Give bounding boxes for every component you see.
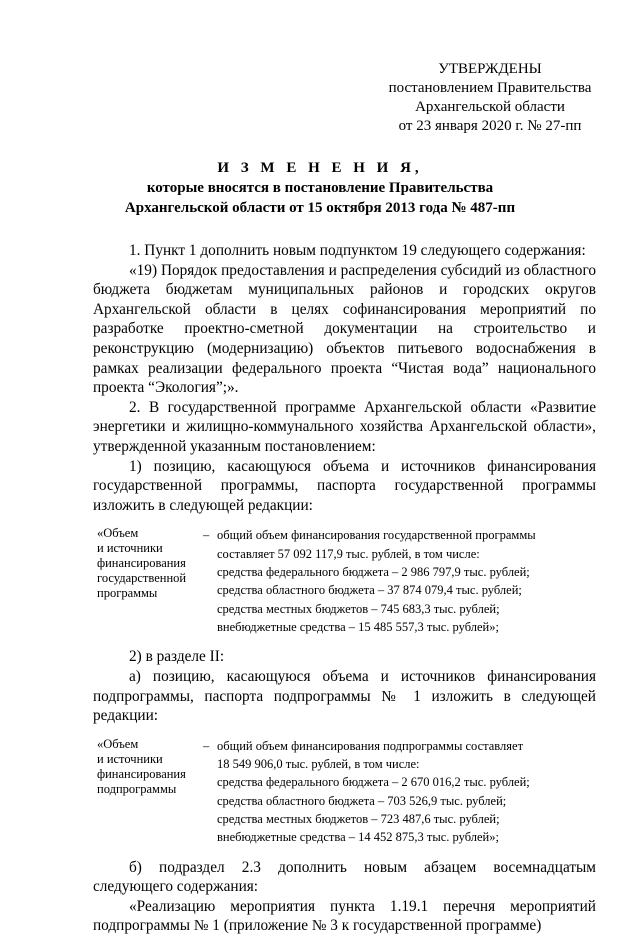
approval-line-4: от 23 января 2020 г. № 27-пп (398, 118, 582, 134)
funding-table-subprogram-values (217, 737, 577, 847)
approval-line-3: Архангельской области (415, 99, 565, 115)
approval-line-1: УТВЕРЖДЕНЫ (438, 61, 542, 77)
paragraph-subitem-19: «19) Порядок предоставления и распределения субсидий из областного бюджета бюджетам муниципальных районов и городских округов Архангельской области в целях софинансирования мероприятий по разработке проектно-сметной документации на строительство и реконструкцию (модернизацию) объектов питьевого водоснабжения в рамках реализации федерального проекта “Чистая вода” национального проекта “Экология”;». (93, 261, 596, 397)
paragraph-item-2-2-b: б) подраздел 2.3 дополнить новым абзацем восемнадцатым следующего содержания: (93, 858, 596, 896)
approval-block (370, 60, 610, 136)
funding-table-subprogram (93, 737, 596, 849)
label-line: финансирования (97, 766, 186, 781)
funding-table-subprogram-label (97, 737, 197, 797)
dash: – (203, 528, 210, 543)
value-line: общий объем финансирования подпрограммы составляет (217, 738, 524, 753)
paragraph-item-1: 1. Пункт 1 дополнить новым подпунктом 19 следующего содержания: (129, 242, 586, 259)
value-line: внебюджетные средства – 15 485 557,3 тыс. рублей»; (217, 619, 499, 634)
value-line: средства областного бюджета – 703 526,9 тыс. рублей; (217, 793, 507, 808)
label-line: «Объем (97, 736, 139, 751)
value-line: внебюджетные средства – 14 452 875,3 тыс. рублей»; (217, 830, 499, 845)
value-line: средства областного бюджета – 37 874 079,4 тыс. рублей; (217, 583, 522, 598)
value-line: средства федерального бюджета – 2 670 016,2 тыс. рублей; (217, 775, 530, 790)
label-line: и источники (97, 541, 163, 556)
label-line: финансирования (97, 556, 186, 571)
paragraph-item-2-1: 1) позицию, касающуюся объема и источников финансирования государственной программы, паспорта государственной программы изложить в следующей редакции: (93, 457, 596, 514)
title-line-2: которые вносятся в постановление Правительства (146, 180, 494, 196)
paragraph-item-2-2-a: а) позицию, касающуюся объема и источников финансирования подпрограммы, паспорта подпрограммы № 1 изложить в следующей редакции: (93, 667, 596, 725)
funding-table-program-label (97, 526, 197, 601)
approval-line-2: постановлением Правительства (388, 80, 592, 96)
value-line: средства местных бюджетов – 723 487,6 тыс. рублей; (217, 811, 500, 826)
document-body (93, 241, 596, 936)
document-title (60, 158, 580, 218)
value-line: средства федерального бюджета – 2 986 797,9 тыс. рублей; (217, 564, 530, 579)
funding-table-program-values (217, 526, 577, 636)
funding-table-program (93, 526, 596, 638)
value-line: составляет 57 092 117,9 тыс. рублей, в том числе: (217, 546, 480, 561)
dash: – (203, 738, 210, 753)
paragraph-quote-start: «Реализацию мероприятия пункта 1.19.1 перечня мероприятий подпрограммы № 1 (приложение № 3 к государственной программе) (93, 897, 596, 935)
title-line-1: И З М Е Н Е Н И Я, (217, 160, 423, 176)
value-line: средства местных бюджетов – 745 683,3 тыс. рублей; (217, 601, 500, 616)
label-line: программы (97, 586, 158, 601)
title-line-3: Архангельской области от 15 октября 2013 года № 487-пп (124, 200, 516, 216)
label-line: подпрограммы (97, 781, 177, 796)
value-line: 18 549 906,0 тыс. рублей, в том числе: (217, 756, 420, 771)
value-line: общий объем финансирования государственной программы (217, 528, 536, 543)
paragraph-item-2-2: 2) в разделе II: (129, 648, 225, 666)
paragraph-item-2: 2. В государственной программе Архангельской области «Развитие энергетики и жилищно-коммунального хозяйства Архангельской области», утвержденной указанным постановлением: (93, 398, 596, 455)
label-line: государственной (97, 571, 187, 586)
label-line: и источники (97, 751, 163, 766)
label-line: «Объем (97, 526, 139, 541)
